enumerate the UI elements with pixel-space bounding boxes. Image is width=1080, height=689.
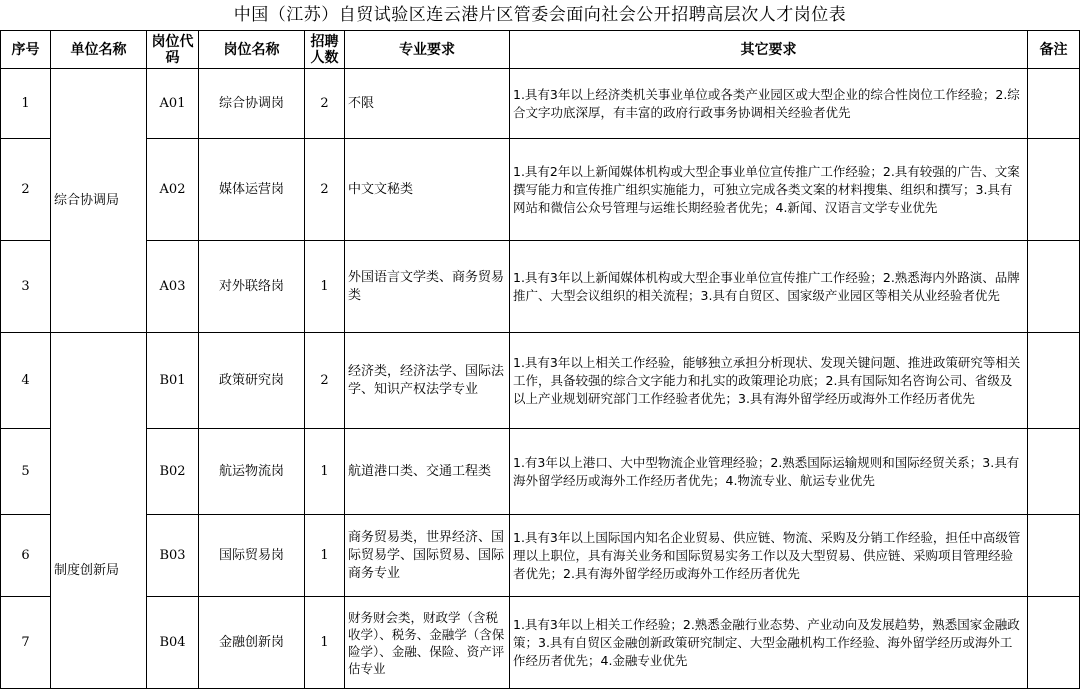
position-code: B03 [147, 515, 199, 597]
table-row [1, 139, 1080, 241]
other-requirement: 1.具有3年以上国际国内知名企业贸易、供应链、物流、采购及分销工作经验，担任中高级管理以上职位，具有海关业务和国际贸易实务工作以及大型贸易、供应链、采购项目管理经验者优先；2.具有海外留学经历或海外工作经历者优先 [510, 515, 1028, 597]
header-major: 专业要求 [345, 31, 510, 69]
row-no: 3 [1, 241, 51, 333]
major-requirement: 航道港口类、交通工程类 [345, 429, 510, 515]
table-row [1, 597, 1080, 689]
row-no: 1 [1, 69, 51, 139]
header-count: 招聘人数 [305, 31, 345, 69]
table-row [1, 69, 1080, 139]
remark [1028, 333, 1080, 429]
position-code: A01 [147, 69, 199, 139]
major-requirement: 商务贸易类，世界经济、国际贸易学、国际贸易、国际商务专业 [345, 515, 510, 597]
row-no: 4 [1, 333, 51, 429]
hire-count: 1 [305, 241, 345, 333]
position-name: 媒体运营岗 [199, 139, 305, 241]
unit-name: 制度创新局 [51, 333, 147, 689]
position-code: A03 [147, 241, 199, 333]
remark [1028, 241, 1080, 333]
position-name: 政策研究岗 [199, 333, 305, 429]
hire-count: 2 [305, 69, 345, 139]
position-name: 国际贸易岗 [199, 515, 305, 597]
position-name: 对外联络岗 [199, 241, 305, 333]
row-no: 7 [1, 597, 51, 689]
position-name: 金融创新岗 [199, 597, 305, 689]
other-requirement: 1.具有3年以上经济类机关事业单位或各类产业园区或大型企业的综合性岗位工作经验；2.综合文字功底深厚，有丰富的政府行政事务协调相关经验者优先 [510, 69, 1028, 139]
major-requirement: 不限 [345, 69, 510, 139]
other-requirement: 1.具有3年以上相关工作经验；2.熟悉金融行业态势、产业动向及发展趋势，熟悉国家金融政策；3.具有自贸区金融创新政策研究制定、大型金融机构工作经验、海外留学经历或海外工作经历者优先；4.金融专业优先 [510, 597, 1028, 689]
header-position: 岗位名称 [199, 31, 305, 69]
major-requirement: 外国语言文学类、商务贸易类 [345, 241, 510, 333]
page-title: 中国（江苏）自贸试验区连云港片区管委会面向社会公开招聘高层次人才岗位表 [233, 5, 847, 25]
hire-count: 2 [305, 333, 345, 429]
remark [1028, 139, 1080, 241]
remark [1028, 515, 1080, 597]
position-code: B01 [147, 333, 199, 429]
header-other: 其它要求 [510, 31, 1028, 69]
table-row [1, 429, 1080, 515]
header-unit: 单位名称 [51, 31, 147, 69]
remark [1028, 597, 1080, 689]
hire-count: 1 [305, 597, 345, 689]
row-no: 6 [1, 515, 51, 597]
header-code: 岗位代码 [147, 31, 199, 69]
table-row [1, 241, 1080, 333]
remark [1028, 429, 1080, 515]
major-requirement: 财务财会类，财政学（含税收学）、税务、金融学（含保险学）、金融、保险、资产评估专业 [345, 597, 510, 689]
position-code: B04 [147, 597, 199, 689]
table-row [1, 515, 1080, 597]
row-no: 2 [1, 139, 51, 241]
table-row [1, 333, 1080, 429]
major-requirement: 经济类，经济法学、国际法学、知识产权法学专业 [345, 333, 510, 429]
header-no: 序号 [1, 31, 51, 69]
position-code: B02 [147, 429, 199, 515]
position-name: 综合协调岗 [199, 69, 305, 139]
other-requirement: 1.有3年以上港口、大中型物流企业管理经验；2.熟悉国际运输规则和国际经贸关系；3.具有海外留学经历或海外工作经历者优先；4.物流专业、航运专业优先 [510, 429, 1028, 515]
major-requirement: 中文文秘类 [345, 139, 510, 241]
header-remark: 备注 [1028, 31, 1080, 69]
other-requirement: 1.具有2年以上新闻媒体机构或大型企事业单位宣传推广工作经验；2.具有较强的广告、文案撰写能力和宣传推广组织实施能力，可独立完成各类文案的材料搜集、组织和撰写；3.具有网站和微信公众号管理与运维长期经验者优先；4.新闻、汉语言文学专业优先 [510, 139, 1028, 241]
position-name: 航运物流岗 [199, 429, 305, 515]
positions-table [0, 30, 1080, 689]
row-no: 5 [1, 429, 51, 515]
other-requirement: 1.具有3年以上新闻媒体机构或大型企事业单位宣传推广工作经验；2.熟悉海内外路演、品牌推广、大型会议组织的相关流程；3.具有自贸区、国家级产业园区等相关从业经验者优先 [510, 241, 1028, 333]
other-requirement: 1.具有3年以上相关工作经验，能够独立承担分析现状、发现关键问题、推进政策研究等相关工作，具备较强的综合文字能力和扎实的政策理论功底；2.具有国际知名咨询公司、省级及以上产业规划研究部门工作经验者优先；3.具有海外留学经历或海外工作经历者优先 [510, 333, 1028, 429]
remark [1028, 69, 1080, 139]
position-code: A02 [147, 139, 199, 241]
table-header-row [1, 31, 1080, 69]
hire-count: 1 [305, 429, 345, 515]
unit-name: 综合协调局 [51, 69, 147, 333]
hire-count: 2 [305, 139, 345, 241]
hire-count: 1 [305, 515, 345, 597]
